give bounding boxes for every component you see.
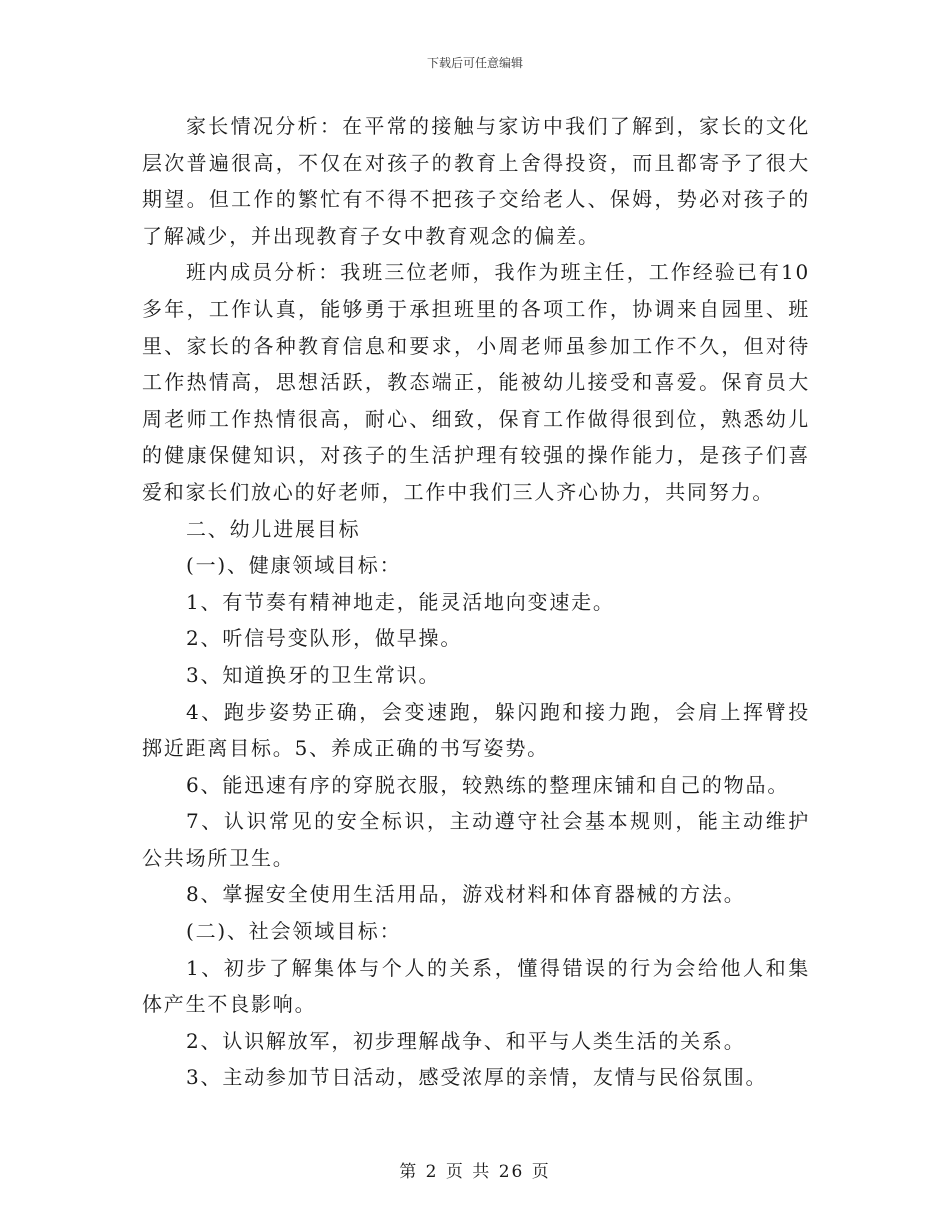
list-item: 3、知道换牙的卫生常识。 bbox=[186, 662, 441, 687]
list-item: 2、认识解放军，初步理解战争、和平与人类生活的关系。 bbox=[186, 1028, 746, 1053]
paragraph-parent-analysis: 家长情况分析：在平常的接触与家访中我们了解到，家长的文化层次普遍很高，不仅在对孩子的教育上舍得投资，而且都寄予了很大期望。但工作的繁忙有不得不把孩子交给老人、保姆，势必对孩子的了解减少，并出现教育子女中教育观念的偏差。 bbox=[142, 114, 810, 248]
list-item: 1、初步了解集体与个人的关系，懂得错误的行为会给他人和集体产生不良影响。 bbox=[142, 955, 810, 1017]
page-header-note: 下载后可任意编辑 bbox=[426, 56, 523, 70]
list-item: 7、认识常见的安全标识，主动遵守社会基本规则，能主动维护公共场所卫生。 bbox=[142, 809, 810, 870]
paragraph-staff-analysis: 班内成员分析：我班三位老师，我作为班主任，工作经验已有10多年，工作认真，能够勇于承担班里的各项工作，协调来自园里、班里、家长的各种教育信息和要求，小周老师虽参加工作不久，但对待工作热情高，思想活跃，教态端正，能被幼儿接受和喜爱。保育员大周老师工作热情很高，耐心、细致，保育工作做得很到位，熟悉幼儿的健康保健知识，对孩子的生活护理有较强的操作能力，是孩子们喜爱和家长们放心的好老师，工作中我们三人齐心协力，共同努力。 bbox=[142, 260, 810, 504]
subsection-heading-health: (一)、健康领域目标： bbox=[186, 553, 402, 578]
list-item: 1、有节奏有精神地走，能灵活地向变速走。 bbox=[186, 589, 615, 614]
section-heading-goals: 二、幼儿进展目标 bbox=[186, 516, 361, 541]
document-body bbox=[142, 108, 810, 1096]
list-item: 8、掌握安全使用生活用品，游戏材料和体育器械的方法。 bbox=[186, 882, 746, 907]
list-item: 2、听信号变队形，做早操。 bbox=[186, 626, 463, 651]
list-item: 6、能迅速有序的穿脱衣服，较熟练的整理床铺和自己的物品。 bbox=[186, 772, 790, 797]
subsection-heading-social: (二)、社会领域目标： bbox=[186, 919, 402, 944]
list-item: 4、跑步姿势正确，会变速跑，躲闪跑和接力跑，会肩上挥臂投掷近距离目标。5、养成正确的书写姿势。 bbox=[142, 699, 810, 761]
list-item: 3、主动参加节日活动，感受浓厚的亲情，友情与民俗氛围。 bbox=[186, 1065, 768, 1090]
page-number: 第 2 页 共 26 页 bbox=[399, 1162, 551, 1182]
